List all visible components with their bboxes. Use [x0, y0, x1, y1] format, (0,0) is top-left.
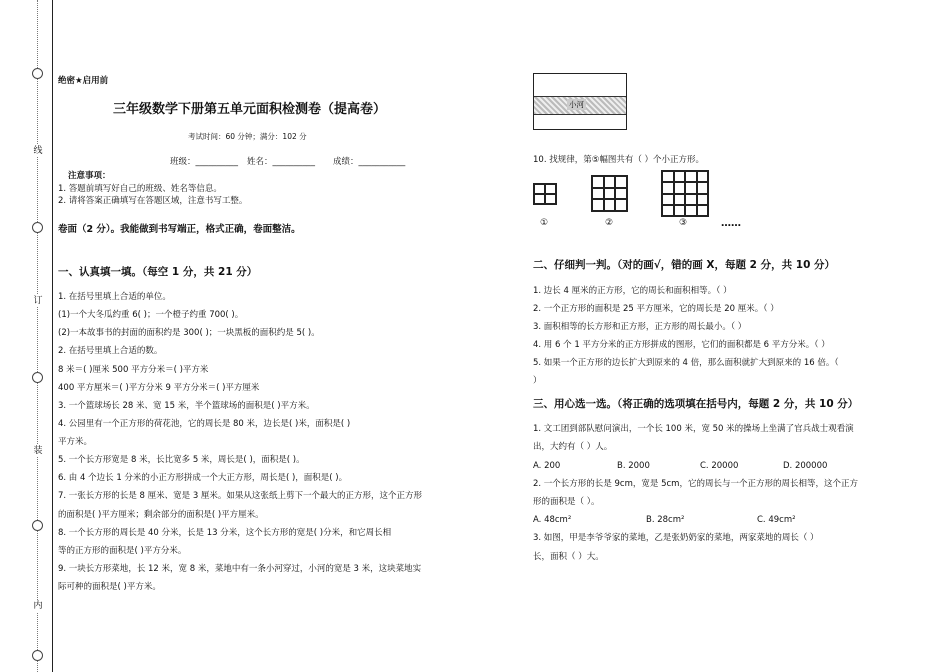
section2-line: 4. 用 6 个 1 平方分米的正方形拼成的图形，它们的面积都是 6 平方分米。（ ）: [533, 340, 830, 350]
neatness-line: 卷面（2 分）。我能做到书写端正，格式正确，卷面整洁。: [58, 224, 301, 235]
section1-line: 8 米＝( )厘米 500 平方分米＝( )平方米: [58, 365, 209, 375]
score-field: 成绩：___________: [333, 157, 406, 167]
section1-line: 4. 公园里有一个正方形的荷花池，它的周长是 80 米，边长是( )米，面积是( ): [58, 419, 351, 429]
pattern-figure-2: [591, 175, 628, 212]
pattern-figure-3: [661, 170, 709, 217]
section1-line: 际可种的面积是( )平方米。: [58, 582, 161, 592]
section3-title: 三、用心选一选。（将正确的选项填在括号内，每题 2 分，共 10 分）: [533, 398, 859, 410]
section1-line: (2)一本故事书的封面的面积约是 300( )；一块黑板的面积约是 5( )。: [58, 328, 320, 338]
section1-line: 3. 一个篮球场长 28 米、宽 15 米，半个篮球场的面积是( )平方米。: [58, 401, 315, 411]
binding-char: 内: [31, 600, 45, 612]
section1-line: 1. 在括号里填上合适的单位。: [58, 292, 171, 302]
q3-line: 长，面积（ ）大。: [533, 552, 604, 562]
notes-title: 注意事项：: [68, 171, 111, 181]
q2-option-b: B. 28cm²: [646, 515, 685, 525]
binding-hole: [32, 650, 43, 661]
section1-line: 6. 由 4 个边长 1 分米的小正方形拼成一个大正方形，周长是( )，面积是( )。: [58, 473, 348, 483]
binding-hole: [32, 520, 43, 531]
binding-dotted-line: [37, 0, 38, 672]
q1-option-a: A. 200: [533, 461, 561, 471]
section1-line: 8. 一个长方形的周长是 40 分米，长是 13 分米，这个长方形的宽是( )分米，和它周长相: [58, 528, 392, 538]
figure-label: ①: [540, 218, 549, 228]
section2-line: 3. 面积相等的长方形和正方形，正方形的周长最小。（ ）: [533, 322, 747, 332]
section2-title: 二、仔细判一判。（对的画√，错的画 X，每题 2 分，共 10 分）: [533, 259, 836, 271]
binding-char: 订: [31, 295, 45, 307]
exam-info: 考试时间：60 分钟；满分：102 分: [188, 132, 307, 141]
q2-line: 2. 一个长方形的长是 9cm，宽是 5cm，它的周长与一个正方形的周长相等，这个正方: [533, 479, 858, 489]
river-label: 小河: [569, 100, 584, 109]
figure-label: ②: [605, 218, 614, 228]
section1-line: 平方米。: [58, 437, 93, 447]
section1-line: (1)一个大冬瓜约重 6( )；一个橙子约重 700( )。: [58, 310, 244, 320]
q1-line: 1. 文工团到部队慰问演出，一个长 100 米，宽 50 米的操场上坐满了官兵战士观看演: [533, 424, 854, 434]
binding-hole: [32, 68, 43, 79]
ellipsis: ……: [721, 218, 741, 229]
pattern-figure-1: [533, 183, 557, 205]
q1-option-c: C. 20000: [700, 461, 739, 471]
river-band: [534, 96, 626, 115]
section1-title: 一、认真填一填。（每空 1 分，共 21 分）: [58, 266, 258, 278]
right-page: [533, 0, 933, 672]
q1-option-b: B. 2000: [617, 461, 650, 471]
q2-option-c: C. 49cm²: [757, 515, 796, 525]
binding-margin: [24, 0, 53, 672]
section1-line: 等的正方形的面积是( )平方分米。: [58, 546, 187, 556]
section1-line: 5. 一个长方形宽是 8 米，长比宽多 5 米，周长是( )，面积是( )。: [58, 455, 305, 465]
binding-char: 线: [31, 145, 45, 157]
binding-hole: [32, 222, 43, 233]
q2-option-a: A. 48cm²: [533, 515, 572, 525]
figure-label: ③: [679, 218, 688, 228]
q10-text: 10. 找规律，第⑤幅图共有（ ）个小正方形。: [533, 155, 705, 165]
secret-mark: 绝密★启用前: [58, 76, 109, 86]
class-field: 班级：__________: [170, 157, 239, 167]
section1-line: 400 平方厘米＝( )平方分米 9 平方分米＝( )平方厘米: [58, 383, 260, 393]
section2-line: 1. 边长 4 厘米的正方形，它的周长和面积相等。（ ）: [533, 286, 732, 296]
section1-line: 的面积是( )平方厘米；剩余部分的面积是( )平方厘米。: [58, 510, 264, 520]
section1-line: 2. 在括号里填上合适的数。: [58, 346, 163, 356]
note-line: 1. 答题前填写好自己的班级、姓名等信息。: [58, 184, 222, 194]
section1-line: 7. 一张长方形的长是 8 厘米、宽是 3 厘米。如果从这张纸上剪下一个最大的正方形，这个正方形: [58, 491, 422, 501]
q3-line: 3. 如图，甲是李爷爷家的菜地，乙是张奶奶家的菜地，两家菜地的周长（ ）: [533, 533, 819, 543]
section2-line: 5. 如果一个正方形的边长扩大到原来的 4 倍，那么面积就扩大到原来的 16 倍。（: [533, 358, 839, 368]
name-field: 姓名：__________: [247, 157, 316, 167]
section2-line: 2. 一个正方形的面积是 25 平方厘米，它的周长是 20 厘米。（ ）: [533, 304, 779, 314]
section2-line: ）: [533, 376, 542, 386]
left-page: [58, 0, 478, 672]
q2-line: 形的面积是（ ）。: [533, 497, 600, 507]
river-figure: [533, 73, 627, 130]
note-line: 2. 请将答案正确填写在答题区域，注意书写工整。: [58, 196, 248, 206]
binding-char: 装: [31, 445, 45, 457]
q1-option-d: D. 200000: [783, 461, 828, 471]
binding-hole: [32, 372, 43, 383]
section1-line: 9. 一块长方形菜地，长 12 米，宽 8 米，菜地中有一条小河穿过，小河的宽是 3 米，这块菜地实: [58, 564, 422, 574]
exam-title: 三年级数学下册第五单元面积检测卷（提高卷）: [113, 102, 387, 117]
q1-line: 出，大约有（ ）人。: [533, 442, 613, 452]
